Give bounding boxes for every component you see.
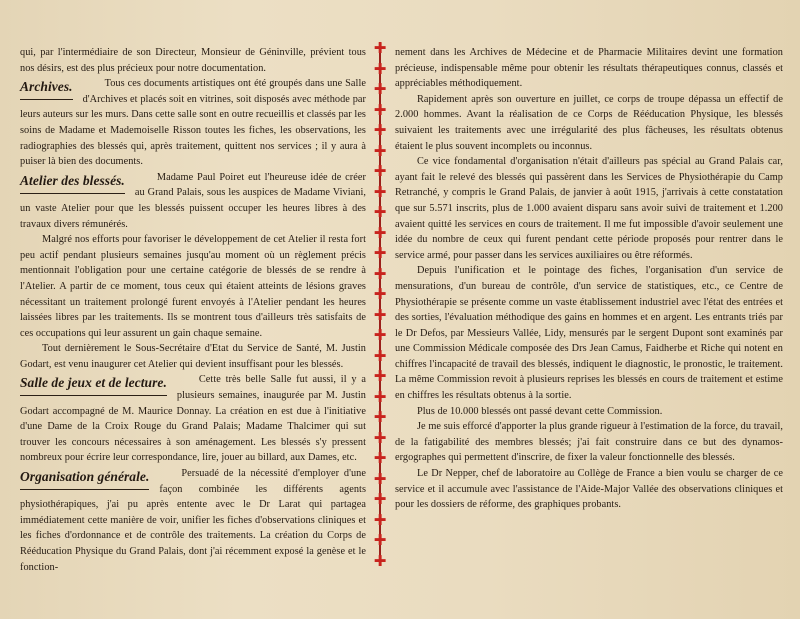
paragraph: Le Dr Nepper, chef de laboratoire au Collège de France a bien voulu se charger de ce service et il accumule avec l'assistance de l'Aide-Major Vallée des observations cliniques et pour les dossiers de réforme, des graphiques probants.: [395, 468, 783, 511]
heading-archives: Archives.: [20, 79, 73, 100]
red-cross-icon: ✚: [373, 100, 387, 119]
heading-salle: Salle de jeux et de lecture.: [20, 375, 167, 396]
paragraph: Tout dernièrement le Sous-Secrétaire d'Etat du Service de Santé, M. Justin Godart, est venu inaugurer cet Atelier qui devient insuffisant pour les blessés.: [20, 343, 366, 370]
right-column: [395, 45, 783, 513]
red-cross-icon: ✚: [373, 510, 387, 529]
red-cross-icon: ✚: [373, 285, 387, 303]
atelier-section: [20, 170, 366, 232]
paragraph: Depuis l'unification et le pointage des fiches, l'organisation d'un service de mensurations, d'un bureau de contrôle, d'un service de statistiques, etc., ce Centre de Physiothérapie se présente comme un vaste établissement industriel avec l'état des entrées et des sorties, l'évaluation méthodique des gains en hommes et en argent. Les entrants triés par le Dr Defos, par Messieurs Vallée, Lidy, mensurés par le sergent Dupont sont examinés par une Commission Médicale composée des Drs Jean Camus, Faidherbe et Riche qui notent en chiffres l'incapacité de travail des blessés, indiquent le diagnostic, le pronostic, le traitement. La même Commission revoit à plusieurs reprises les blessés en cours de traitement et estime en chiffres les résultats obtenus à la sortie.: [395, 265, 783, 402]
paragraph: Malgré nos efforts pour favoriser le développement de cet Atelier il resta fort peu actif pendant plusieurs semaines jusqu'au moment où un règlement précis mentionnait l'obligation pour une certaine catégorie de blessés de se rendre à l'Atelier. A partir de ce moment, tous ceux qui étaient atteints de lésions graves nécessitant un traitement prolongé furent envoyés à l'Atelier pendant les heures laissées libres par les traitements. Ils se montrent tous d'ailleurs très satisfaits de ces occupations qui leur assurent un gain chaque semaine.: [20, 234, 366, 339]
paragraph: qui, par l'intermédiaire de son Directeur, Monsieur de Géninville, prévient tous nos désirs, est des plus précieux pour notre documentation.: [20, 47, 366, 74]
heading-atelier: Atelier des blessés.: [20, 173, 125, 194]
paragraph: Tous ces documents artistiques ont été groupés dans une Salle d'Archives et placés soit en vitrines, soit disposés avec méthode par leurs auteurs sur les murs. Dans cette salle sont en outre recueillis et classés par les soins de Madame et Mademoiselle Risson toutes les fiches, les observations, les radiographies des blessés qui, après traitement, quittent nos services ; il y aura à puiser là bien des documents.: [20, 78, 366, 168]
paragraph: Cette très belle Salle fut aussi, il y a plusieurs semaines, inaugurée par M. Justin Godart accompagné de M. Maurice Donnay. La création en est due à l'initiative d'une Dame de la Croix Rouge du Grand Palais; Madame Thalcimer qui sut trouver les concours nécessaires à son aménagement. Les blessés s'y pressent nombreux pour écrire leur correspondance, lire, jouer au billard, aux Dames, etc.: [20, 374, 366, 464]
red-cross-icon: ✚: [373, 346, 387, 365]
red-cross-icon: ✚: [373, 326, 387, 344]
red-cross-icon: ✚: [373, 162, 387, 180]
red-cross-icon: ✚: [373, 59, 387, 78]
red-cross-icon: ✚: [373, 469, 387, 488]
red-cross-icon: ✚: [373, 490, 387, 508]
paragraph: Madame Paul Poiret eut l'heureuse idée de créer au Grand Palais, sous les auspices de Madame Viviani, un vaste Atelier pour que les blessés puissent occuper les heures libres à des travaux divers rémunérés.: [20, 171, 366, 230]
red-cross-icon: ✚: [373, 264, 387, 283]
red-cross-divider: [371, 39, 389, 570]
red-cross-icon: ✚: [373, 203, 387, 221]
red-cross-icon: ✚: [373, 182, 387, 201]
red-cross-icon: ✚: [373, 141, 387, 160]
paragraph: Ce vice fondamental d'organisation n'était d'ailleurs pas spécial au Grand Palais car, ayant fait le relevé des blessés qui passèrent dans les Services de Physiothérapie du Camp Retranché, y compris le Grand Palais, de janvier à août 1915, j'arrivais à cette constatation que sur 5.571 inscrits, plus de 1.000 avaient disparu sans avoir suivi de traitement et 1.200 avaient quitté les services en cours de traitement. Il me fut impossible d'avoir seulement une idée du nombre de ceux qui furent pendant cette période proposés pour rentrer dans le service armé, pour passer dans les services auxiliaires ou être réformés.: [395, 156, 783, 261]
organisation-section: [20, 466, 366, 575]
red-cross-icon: ✚: [373, 387, 387, 406]
paragraph: Rapidement après son ouverture en juillet, ce corps de troupe dépassa un effectif de 2.000 hommes. Avant la réalisation de ce Corps de Rééducation Physique, les blessés suivaient les traitements avec une irrégularité des plus fâcheuses, les résultats obtenus étaient le plus souvent incomplets ou inconnus.: [395, 93, 783, 152]
red-cross-icon: ✚: [373, 449, 387, 467]
paragraph: nement dans les Archives de Médecine et de Pharmacie Militaires devint une formation précieuse, indispensable même pour obtenir les résultats thérapeutiques connus, classés et appréciables méthodiquement.: [395, 47, 783, 90]
salle-section: [20, 372, 366, 466]
red-cross-icon: ✚: [373, 305, 387, 324]
heading-organisation: Organisation générale.: [20, 469, 149, 490]
archives-section: [20, 76, 366, 170]
paragraph: Plus de 10.000 blessés ont passé devant cette Commission.: [417, 405, 663, 417]
red-cross-icon: ✚: [373, 121, 387, 139]
red-cross-icon: ✚: [373, 244, 387, 262]
red-cross-icon: ✚: [373, 223, 387, 242]
left-column: [20, 45, 366, 575]
paragraph: Je me suis efforcé d'apporter la plus grande rigueur à l'estimation de la force, du travail, de la fatigabilité des membres blessés; j'ai fait construire dans ce but des dynamos-ergographes qui permettent d'inscrire, de fixer la valeur fonctionnelle des blessés.: [395, 421, 783, 464]
red-cross-icon: ✚: [373, 428, 387, 447]
red-cross-icon: ✚: [373, 80, 387, 98]
red-cross-icon: ✚: [373, 531, 387, 549]
red-cross-icon: ✚: [373, 551, 387, 570]
red-cross-icon: ✚: [373, 408, 387, 426]
red-cross-icon: ✚: [373, 39, 387, 57]
red-cross-icon: ✚: [373, 367, 387, 385]
paragraph: Persuadé de la nécessité d'employer d'une façon combinée les différents agents physiothérapiques, j'ai pu après entente avec le Dr Larat qui partagea immédiatement cette manière de voir, unifier les fiches d'observations cliniques et les fiches d'ordonnance et de contrôle des traitements. La création du Corps de Rééducation Physique du Grand Palais, dont j'ai récemment exposé la genèse et le fonction-: [20, 468, 366, 573]
